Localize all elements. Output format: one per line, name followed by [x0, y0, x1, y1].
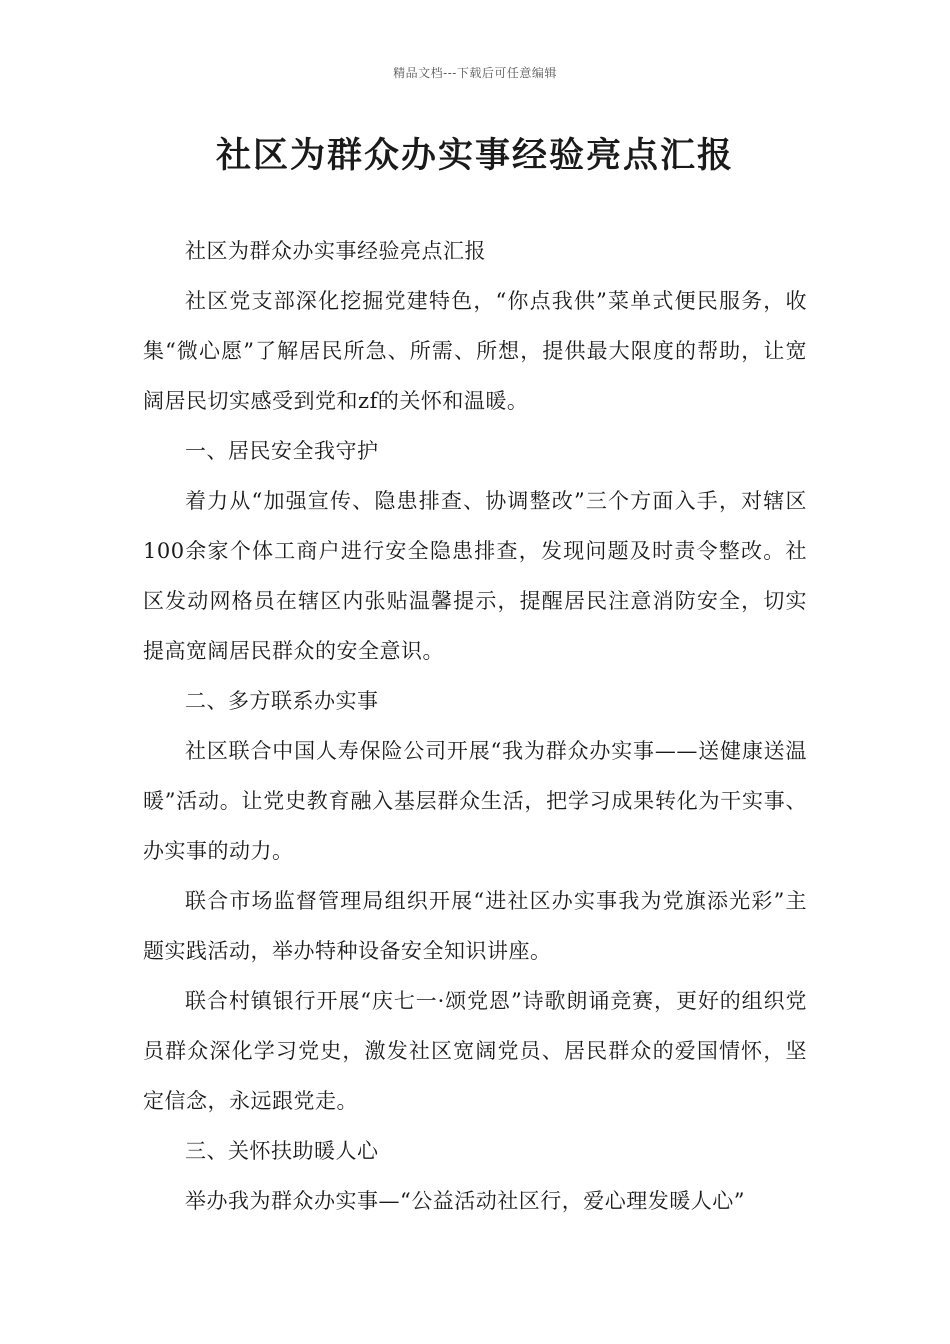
header-note: 精品文档---下载后可任意编辑: [393, 66, 557, 80]
section-heading: 三、关怀扶助暖人心: [185, 1139, 379, 1163]
body-paragraph: 联合村镇银行开展“庆七一·颂党恩”诗歌朗诵竞赛，更好的组织党员群众深化学习党史，激发社区宽阔党员、居民群众的爱国情怀，坚定信念，永远跟党走。: [143, 989, 807, 1113]
body-paragraph: 社区党支部深化挖掘党建特色，“你点我供”菜单式便民服务，收集“微心愿”了解居民所急、所需、所想，提供最大限度的帮助，让宽阔居民切实感受到党和zf的关怀和温暖。: [143, 289, 807, 413]
body-paragraph: 社区为群众办实事经验亮点汇报: [185, 239, 486, 263]
body-paragraph: 着力从“加强宣传、隐患排查、协调整改”三个方面入手，对辖区100余家个体工商户进行安全隐患排查，发现问题及时责令整改。社区发动网格员在辖区内张贴温馨提示，提醒居民注意消防安全，切实提高宽阔居民群众的安全意识。: [143, 489, 807, 663]
document-body: [143, 226, 807, 1226]
body-paragraph: 联合市场监督管理局组织开展“进社区办实事我为党旗添光彩”主题实践活动，举办特种设备安全知识讲座。: [143, 889, 807, 963]
document-title: 社区为群众办实事经验亮点汇报: [215, 136, 734, 176]
section-heading: 二、多方联系办实事: [185, 689, 379, 713]
body-paragraph: 社区联合中国人寿保险公司开展“我为群众办实事——送健康送温暖”活动。让党史教育融入基层群众生活，把学习成果转化为干实事、办实事的动力。: [143, 739, 807, 863]
body-paragraph: 举办我为群众办实事—“公益活动社区行，爱心理发暖人心”: [185, 1189, 745, 1213]
section-heading: 一、居民安全我守护: [185, 439, 379, 463]
